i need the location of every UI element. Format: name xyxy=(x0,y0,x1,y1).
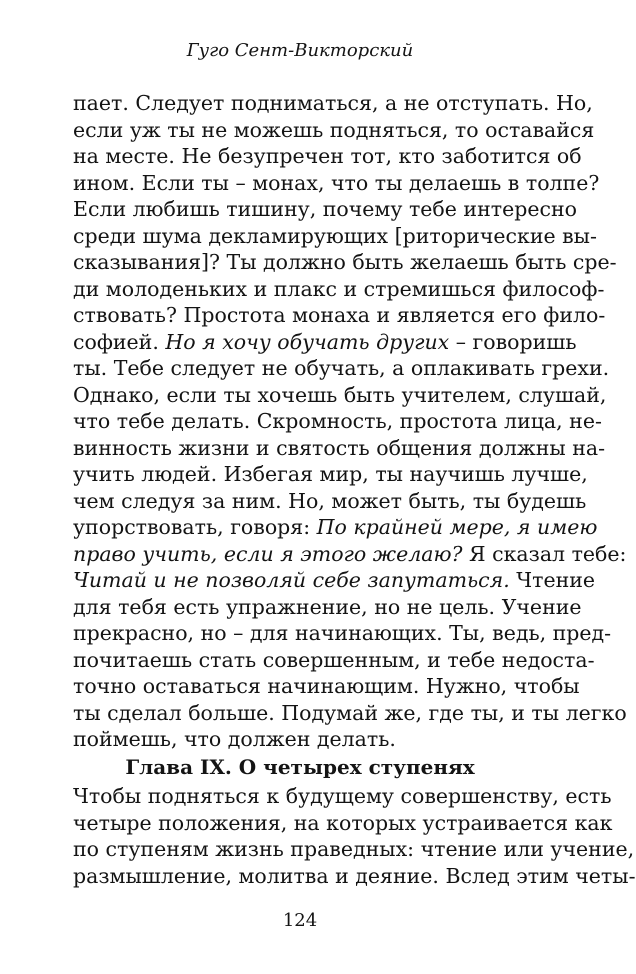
text-line xyxy=(73,117,595,144)
text-line xyxy=(73,170,600,197)
text-run: ты сделал больше. Подумай же, где ты, и ты легко xyxy=(73,700,627,725)
text-line xyxy=(73,276,605,303)
text-line xyxy=(73,726,527,753)
text-line xyxy=(73,143,582,170)
paragraph-2 xyxy=(73,783,636,889)
text-line xyxy=(73,435,606,462)
text-line xyxy=(73,673,580,700)
chapter-heading: Глава IX. О четырех ступенях xyxy=(125,755,475,779)
text-line xyxy=(73,620,612,647)
text-line xyxy=(73,836,635,863)
text-line xyxy=(73,567,596,594)
text-line xyxy=(73,408,602,435)
running-head: Гуго Сент-Викторский xyxy=(186,40,414,61)
italic-text: Но я хочу обучать других xyxy=(165,329,450,354)
text-line xyxy=(73,488,587,515)
text-run: упорствовать, говоря: xyxy=(73,515,317,539)
text-run: Чтобы подняться к будущему совершенству, есть xyxy=(73,784,612,808)
text-run: на месте. Не безупречен тот, кто заботится об xyxy=(73,144,582,168)
text-run: Однако, если ты хочешь быть учителем, слушай, xyxy=(73,382,607,407)
text-line xyxy=(73,382,607,409)
text-line xyxy=(73,647,595,674)
text-run: почитаешь стать совершенным, и тебе недоста- xyxy=(73,647,595,672)
text-run: ствовать? Простота монаха и является его фило- xyxy=(73,303,606,327)
text-line xyxy=(73,196,577,223)
text-run: винность жизни и святость общения должны на- xyxy=(73,435,606,460)
text-line xyxy=(73,863,636,890)
text-run: чем следуя за ним. Но, может быть, ты будешь xyxy=(73,488,587,513)
text-run: софией. xyxy=(73,329,166,354)
text-run: сказывания]? Ты должно быть желаешь быть сре- xyxy=(73,250,617,274)
text-line xyxy=(73,461,588,488)
italic-text: право учить, если я этого желаю? xyxy=(73,541,463,566)
text-run: ты. Тебе следует не обучать, а оплакивать грехи. xyxy=(73,356,610,380)
text-run: точно оставаться начинающим. Нужно, чтобы xyxy=(73,674,580,698)
italic-text: По крайней мере, я имею xyxy=(316,515,598,539)
text-run: для тебя есть упражнение, но не цель. Учение xyxy=(73,594,582,619)
text-run: если уж ты не можешь подняться, то оставайся xyxy=(73,117,595,142)
text-line xyxy=(73,514,598,541)
text-run: Я сказал тебе: xyxy=(462,541,627,566)
text-run: размышление, молитва и деяние. Вслед этим четы- xyxy=(73,863,636,888)
text-run: четыре положения, на которых устраивается как xyxy=(73,810,613,835)
text-line xyxy=(73,223,597,250)
text-run: – говоришь xyxy=(449,329,577,354)
text-line xyxy=(73,249,617,276)
text-run: поймешь, что должен делать. xyxy=(73,727,396,751)
text-line xyxy=(73,810,613,837)
text-line xyxy=(73,541,627,568)
text-run: Чтение xyxy=(509,568,596,592)
text-line xyxy=(73,594,582,621)
text-run: по ступеням жизнь праведных: чтение или учение, xyxy=(73,837,635,861)
text-line xyxy=(73,302,606,329)
text-run: ди молоденьких и плакс и стремишься философ- xyxy=(73,276,605,301)
text-run: Если любишь тишину, почему тебе интересно xyxy=(73,197,577,221)
paragraph-1 xyxy=(73,90,627,753)
text-line xyxy=(73,700,627,727)
text-line xyxy=(73,355,610,382)
text-line xyxy=(73,329,577,356)
text-line xyxy=(73,90,593,117)
text-run: что тебе делать. Скромность, простота лица, не- xyxy=(73,409,602,433)
text-run: пает. Следует подниматься, а не отступать. Но, xyxy=(73,91,593,115)
text-line xyxy=(73,783,612,810)
text-run: среди шума декламирующих [риторические вы- xyxy=(73,223,597,248)
text-run: прекрасно, но – для начинающих. Ты, ведь, пред- xyxy=(73,621,612,645)
text-run: ином. Если ты – монах, что ты делаешь в толпе? xyxy=(73,170,600,195)
italic-text: Читай и не позволяй себе запутаться. xyxy=(73,568,510,592)
page-number: 124 xyxy=(282,910,318,931)
text-run: учить людей. Избегая мир, ты научишь лучше, xyxy=(73,462,588,486)
